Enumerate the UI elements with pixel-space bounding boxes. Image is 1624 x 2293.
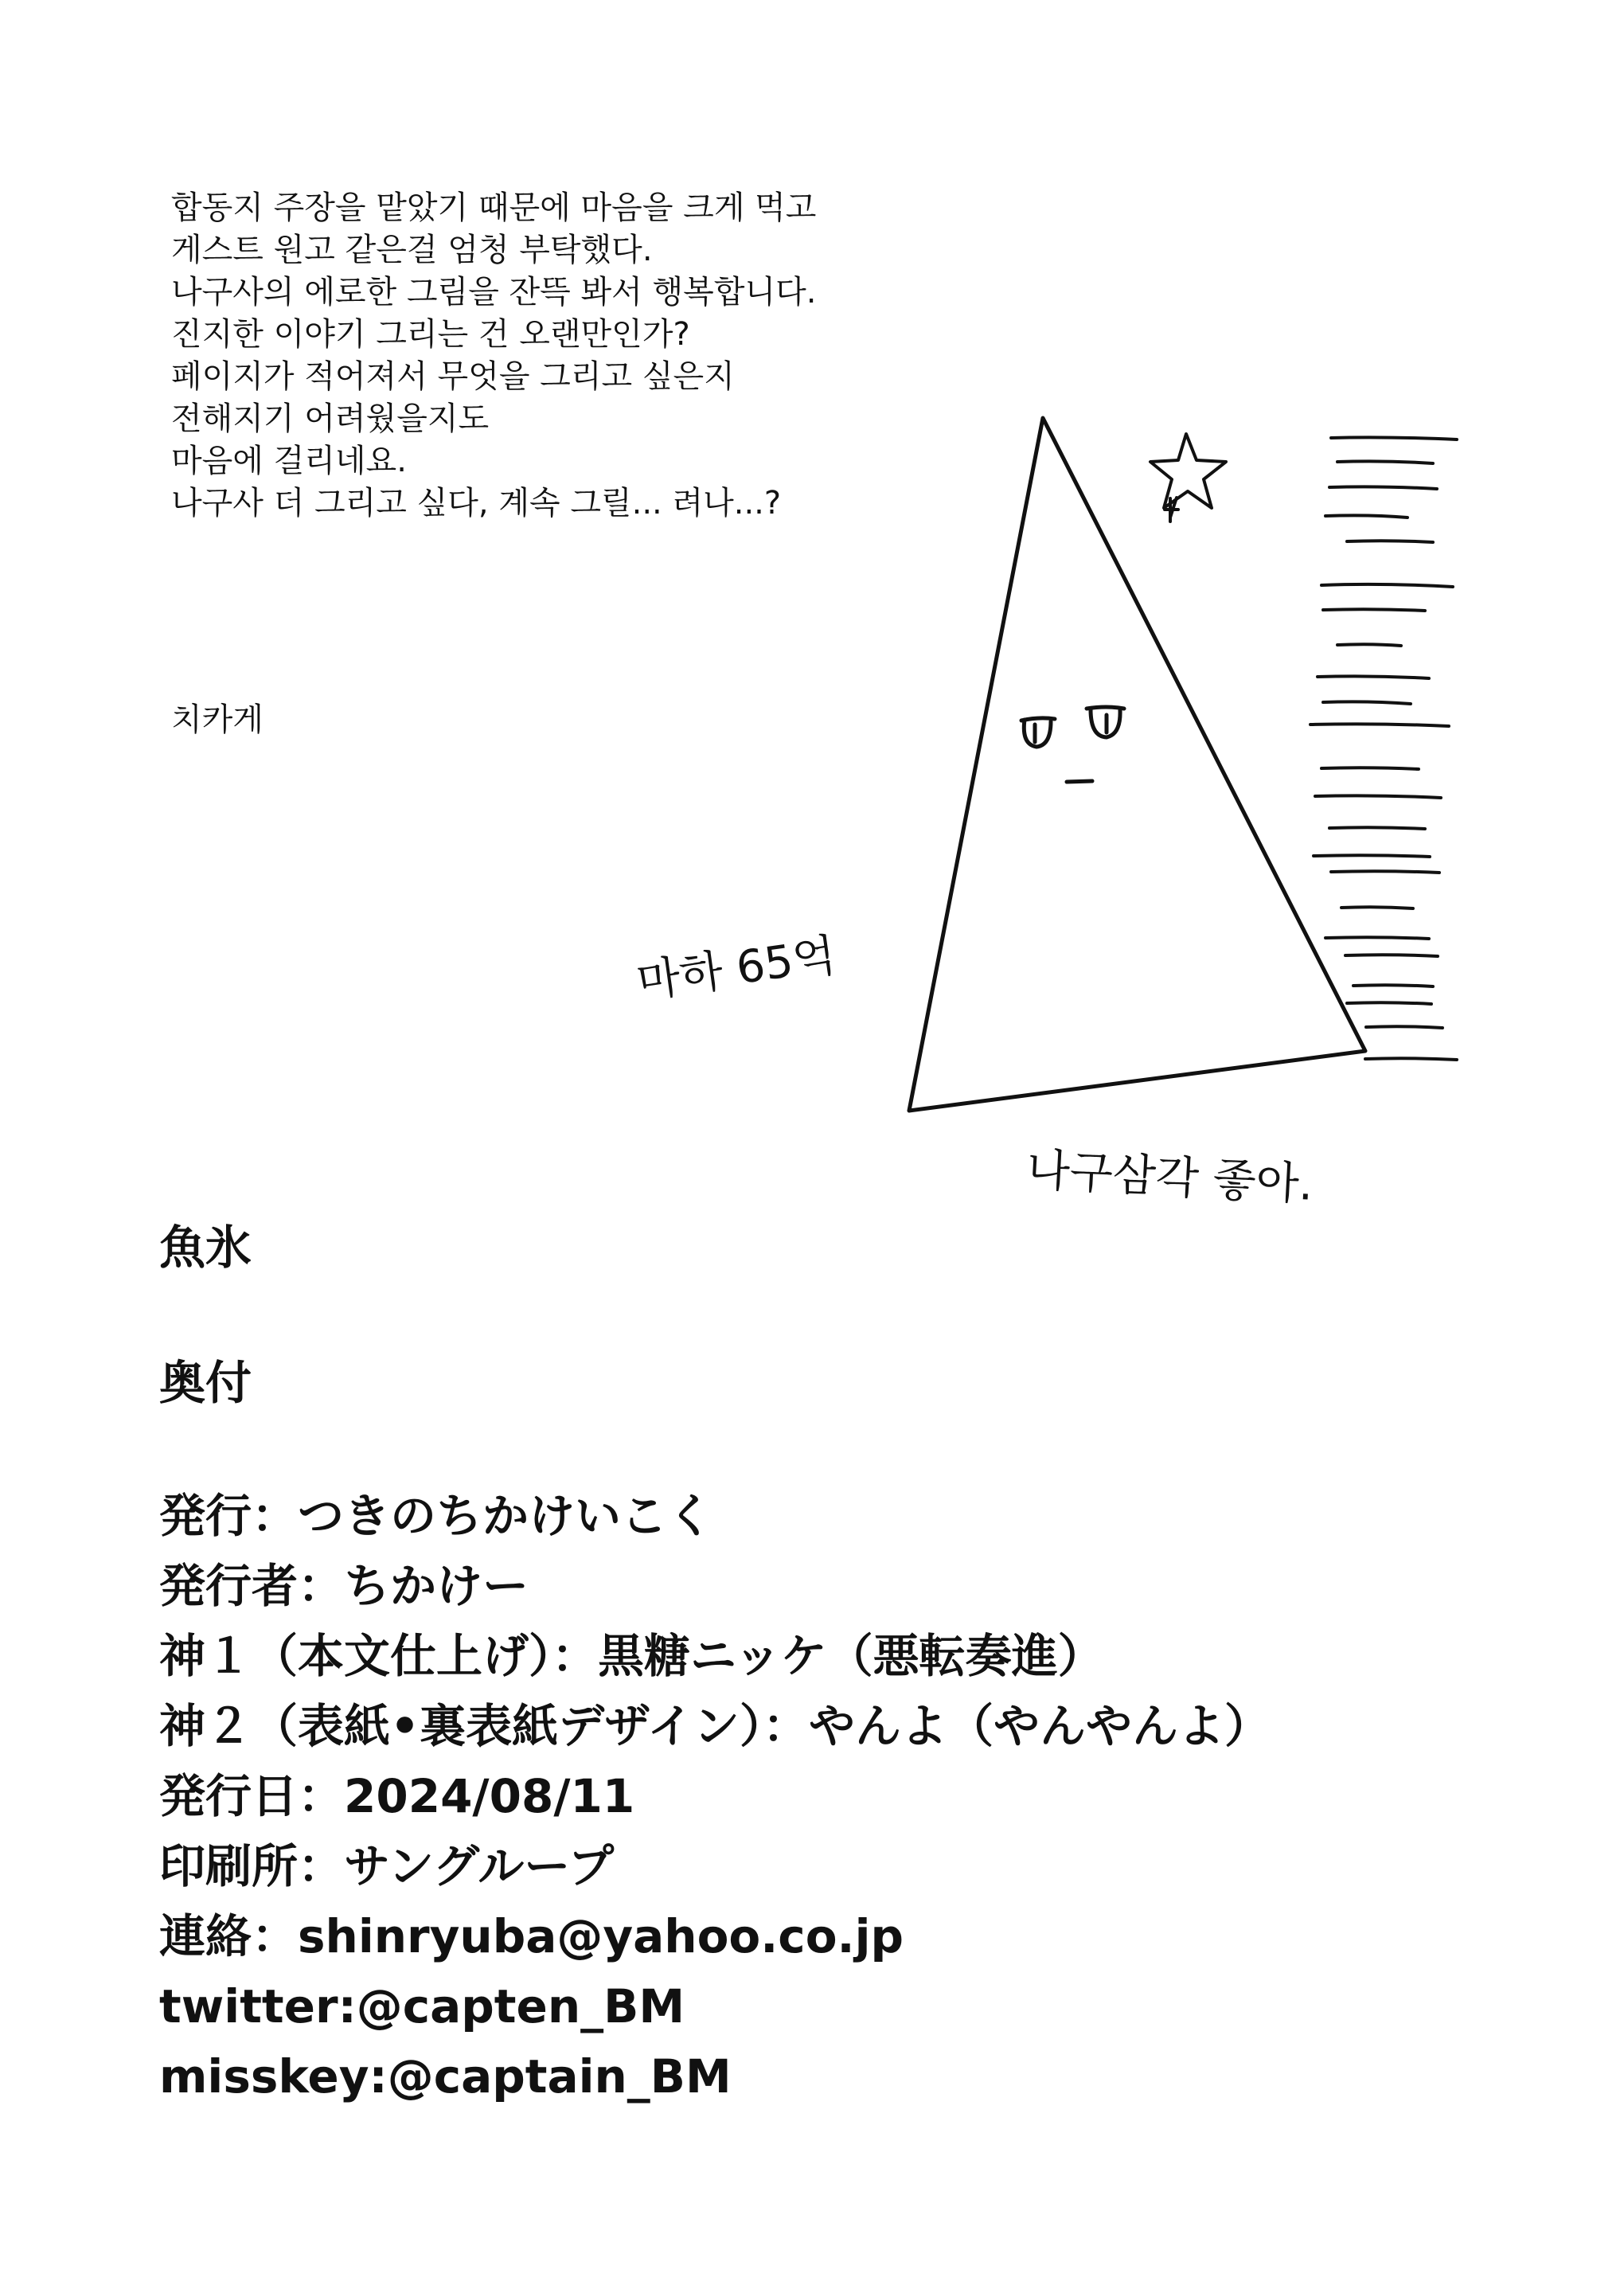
afterword-line: 전해지기 어려웠을지도: [171, 400, 490, 437]
credit-publisher: 発行：つきのちかけいこく: [159, 1489, 714, 1543]
credit-date: 発行日：2024/08/11: [159, 1769, 635, 1823]
triangle-character-icon: [909, 418, 1365, 1111]
credit-issuer: 発行者：ちかけー: [159, 1559, 529, 1613]
afterword-line: 마음에 걸리네요.: [171, 443, 407, 479]
credit-printer: 印刷所：サングループ: [159, 1839, 615, 1893]
afterword-line: 페이지가 적어져서 무엇을 그리고 싶은지: [171, 358, 735, 395]
colophon-credits: [159, 1481, 1271, 2111]
afterword-line: 나구사 더 그리고 싶다, 계속 그릴... 려나...?: [171, 485, 782, 521]
book-title: 魚氷: [159, 1221, 252, 1275]
credit-contact: 連絡：shinryuba@yahoo.co.jp: [159, 1909, 904, 1963]
colophon-heading: 奥付: [159, 1356, 252, 1410]
handwritten-label-mach: 마하 65억: [634, 929, 840, 1009]
speed-lines-icon: [1310, 437, 1457, 1060]
author-signature: 치카게: [171, 701, 264, 738]
credit-twitter: twitter:@capten_BM: [159, 1979, 685, 2033]
credit-misskey: misskey:@captain_BM: [159, 2049, 732, 2104]
credit-design: 神２（表紙•裏表紙デザイン）：やんよ（やんやんよ）: [159, 1699, 1271, 1753]
star-icon: [1150, 434, 1226, 521]
handwritten-label-like: 나구삼각 좋아.: [1025, 1144, 1315, 1211]
afterword-line: 진지한 이야기 그리는 건 오랜만인가?: [171, 316, 690, 353]
afterword-line: 나구사의 에로한 그림을 잔뜩 봐서 행복합니다.: [171, 274, 817, 311]
credit-finishing: 神１（本文仕上げ）：黒糖ニッケ（悪転奏進）: [159, 1629, 1104, 1683]
afterword-line: 합동지 주장을 맡았기 때문에 마음을 크게 먹고: [171, 189, 817, 226]
afterword-line: 게스트 원고 같은걸 엄청 부탁했다.: [171, 232, 653, 268]
